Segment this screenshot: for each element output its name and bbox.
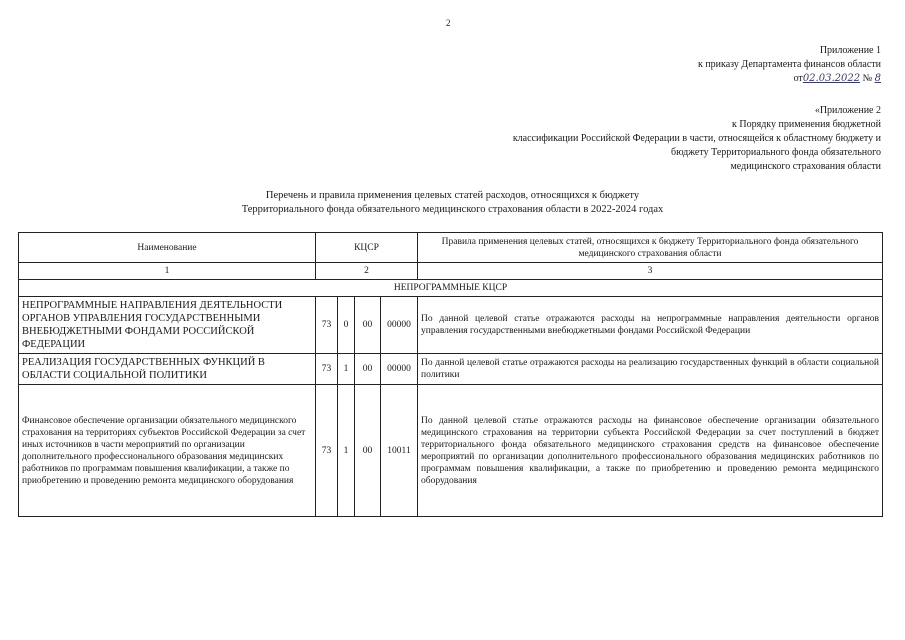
row-code-program: 73	[316, 385, 338, 517]
row-code-direction: 10011	[381, 385, 418, 517]
appendix-2-line-5: медицинского страхования области	[730, 161, 881, 172]
document-title	[0, 189, 905, 217]
table-header-row	[19, 233, 883, 263]
handwritten-date: 02.03.2022	[802, 73, 861, 84]
row-code-main-event: 00	[355, 385, 381, 517]
row-name: НЕПРОГРАММНЫЕ НАПРАВЛЕНИЯ ДЕЯТЕЛЬНОСТИ ОРГАНОВ УПРАВЛЕНИЯ ГОСУДАРСТВЕННЫМИ ВНЕБЮДЖЕТНЫМИ ФОНДАМИ РОССИЙСКОЙ ФЕДЕРАЦИИ	[19, 297, 316, 354]
appendix-2-title: «Приложение 2	[814, 105, 881, 116]
row-code-subprogram: 1	[338, 354, 355, 385]
appendix-1-order-ref: к приказу Департамента финансов области	[697, 59, 881, 70]
row-code-main-event: 00	[355, 354, 381, 385]
header-kcsr: КЦСР	[316, 233, 418, 263]
date-prefix: от	[793, 73, 803, 84]
header-name: Наименование	[19, 233, 316, 263]
row-code-direction: 00000	[381, 354, 418, 385]
appendix-2-header	[441, 104, 881, 174]
header-rules: Правила применения целевых статей, относящихся к бюджету Территориального фонда обязательного медицинского страхования области	[418, 233, 883, 263]
number-sign: №	[862, 73, 873, 84]
appendix-2-line-3: классификации Российской Федерации в части, относящейся к областному бюджету и	[512, 133, 881, 144]
page-number: 2	[446, 18, 451, 28]
appendix-1-header	[561, 44, 881, 86]
row-code-program: 73	[316, 297, 338, 354]
column-number: 1	[19, 263, 316, 280]
column-number-row	[19, 263, 883, 280]
title-line-1: Перечень и правила применения целевых статей расходов, относящихся к бюджету	[265, 190, 640, 201]
row-code-main-event: 00	[355, 297, 381, 354]
table-row	[19, 354, 883, 385]
row-rule: По данной целевой статье отражаются расходы на непрограммные направления деятельности органов управления государственными внебюджетными фондами Российской Федерации	[418, 297, 883, 354]
row-code-subprogram: 0	[338, 297, 355, 354]
row-code-subprogram: 1	[338, 385, 355, 517]
appendix-2-line-2: к Порядку применения бюджетной	[732, 119, 881, 130]
appendix-1-date-line	[561, 72, 881, 86]
section-title: НЕПРОГРАММНЫЕ КЦСР	[19, 280, 883, 297]
appendix-2-line-4: бюджету Территориального фонда обязательного	[671, 147, 881, 158]
appendix-1-title: Приложение 1	[819, 45, 881, 56]
kcsr-table	[18, 232, 883, 517]
column-number: 3	[418, 263, 883, 280]
column-number: 2	[316, 263, 418, 280]
row-rule: По данной целевой статье отражаются расходы на финансовое обеспечение организации обязательного медицинского страхования на территории субъекта Российской Федерации за счет поступлений в бюджет территориального фонда обязательного медицинского страхования средств на финансовое обеспечение мероприятий по организации дополнительного профессионального образования медицинских работников по программам повышения квалификации, а также по приобретению и проведению ремонта медицинского оборудования	[418, 385, 883, 517]
handwritten-number: 8	[874, 73, 881, 84]
row-rule: По данной целевой статье отражаются расходы на реализацию государственных функций в области социальной политики	[418, 354, 883, 385]
row-name: РЕАЛИЗАЦИЯ ГОСУДАРСТВЕННЫХ ФУНКЦИЙ В ОБЛАСТИ СОЦИАЛЬНОЙ ПОЛИТИКИ	[19, 354, 316, 385]
row-name: Финансовое обеспечение организации обязательного медицинского страхования на территориях субъектов Российской Федерации за счет иных источников в части мероприятий по организации дополнительного профессионального образования медицинских работников по программам повышения квалификации, а также по приобретению и проведению ремонта медицинского оборудования	[19, 385, 316, 517]
table-row	[19, 385, 883, 517]
row-code-program: 73	[316, 354, 338, 385]
section-row	[19, 280, 883, 297]
row-code-direction: 00000	[381, 297, 418, 354]
table-row	[19, 297, 883, 354]
title-line-2: Территориального фонда обязательного медицинского страхования области в 2022-2024 годах	[241, 204, 664, 215]
